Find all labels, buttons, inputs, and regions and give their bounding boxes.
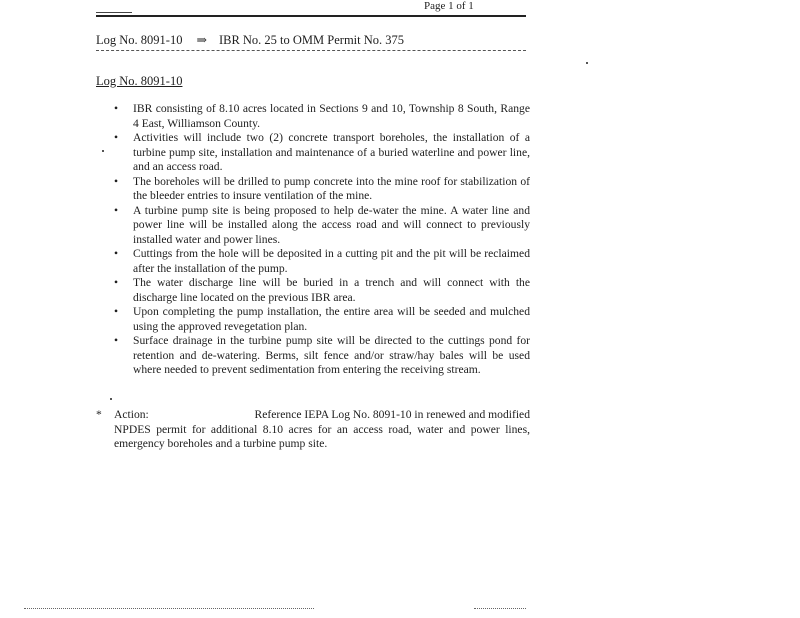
bullet-item — [114, 334, 530, 378]
bullet-icon: • — [114, 247, 119, 260]
action-lead-text: Reference IEPA Log No. 8091-10 in renewed and modified — [254, 408, 530, 421]
header-rule — [96, 15, 526, 17]
scan-speck — [110, 398, 112, 400]
bullet-text: IBR consisting of 8.10 acres located in Sections 9 and 10, Township 8 South, Range 4 East, Williamson County. — [133, 102, 530, 130]
action-label: Action: — [114, 408, 149, 421]
bullet-icon: • — [114, 334, 119, 347]
section-title: Log No. 8091-10 — [96, 74, 183, 88]
bullet-text: Activities will include two (2) concrete transport boreholes, the installation of a turbine pump site, installation and maintenance of a buried waterline and power line, and an access road. — [133, 131, 530, 173]
bullet-item — [114, 305, 530, 334]
action-text: NPDES permit for additional 8.10 acres for an access road, water and power lines, emergency boreholes and a turbine pump site. — [114, 422, 530, 450]
bullet-icon: • — [114, 276, 119, 289]
header-dashed-rule — [96, 50, 526, 51]
bullet-item — [114, 247, 530, 276]
action-first-line — [114, 408, 530, 423]
bullet-text: The water discharge line will be buried in a trench and will connect with the discharge line located on the previous IBR area. — [133, 276, 530, 304]
bullet-item — [114, 204, 530, 248]
bullet-icon: • — [114, 305, 119, 318]
bullet-item — [114, 131, 530, 175]
bullet-icon: • — [114, 203, 119, 217]
bullet-text: Cuttings from the hole will be deposited in a cutting pit and the pit will be reclaimed after the installation of the pump. — [133, 247, 530, 275]
bullet-icon: • — [114, 174, 119, 188]
bullet-item — [114, 276, 530, 305]
asterisk-marker: * — [96, 408, 102, 421]
header-line — [96, 32, 404, 48]
bullet-list — [114, 102, 530, 378]
bullet-icon: • — [114, 131, 119, 144]
bullet-text: The boreholes will be drilled to pump concrete into the mine roof for stabilization of the bleeder entries to insure ventilation of the mine. — [133, 174, 530, 202]
bullet-text: Surface drainage in the turbine pump site will be directed to the cuttings pond for retention and de-watering. Berms, silt fence and/or straw/hay bales will be used where needed to prevent sedimentation from entering the receiving stream. — [133, 334, 530, 376]
header-ibr-reference: IBR No. 25 to OMM Permit No. 375 — [218, 33, 405, 47]
bottom-scan-rule — [474, 608, 526, 610]
header-rule-fragment — [96, 12, 132, 13]
bullet-item — [114, 102, 530, 131]
bottom-scan-rule — [24, 608, 314, 610]
scan-speck — [586, 62, 588, 64]
right-arrow-icon: ⇒ — [196, 33, 207, 47]
bullet-text: Upon completing the pump installation, the entire area will be seeded and mulched using the approved revegetation plan. — [133, 305, 530, 333]
header-log-number: Log No. 8091-10 — [96, 33, 183, 47]
bullet-item — [114, 175, 530, 204]
bullet-icon: • — [114, 102, 119, 115]
scan-speck — [102, 150, 104, 152]
bullet-text: A turbine pump site is being proposed to help de-water the mine. A water line and power line will be installed along the access road and will connect to previously installed water and power lines. — [133, 203, 530, 246]
page-number: Page 1 of 1 — [424, 0, 474, 12]
